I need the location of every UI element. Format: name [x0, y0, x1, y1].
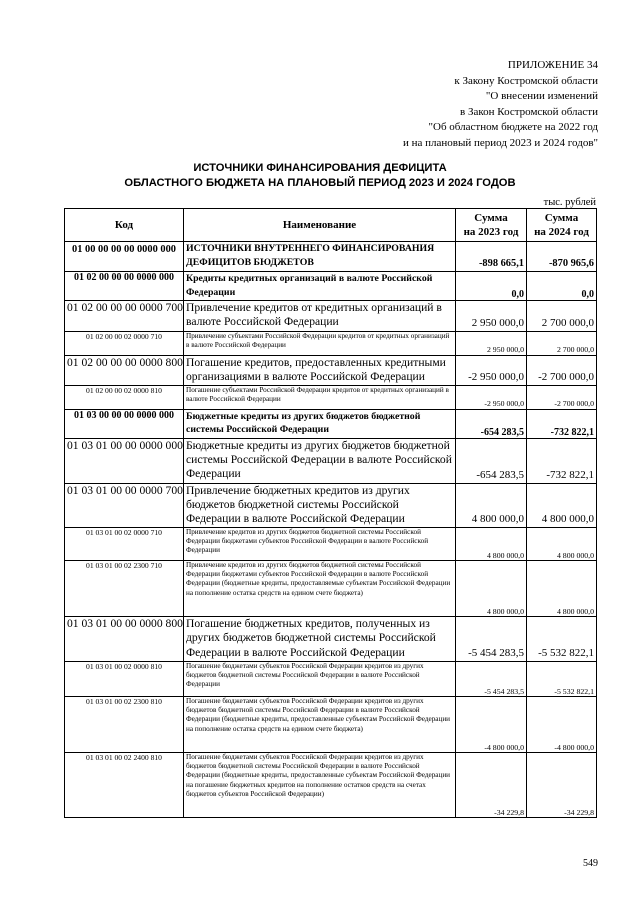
- table-row: [65, 272, 597, 301]
- row-value-2023: 4 800 000,0: [456, 527, 527, 560]
- row-value-2023: -5 454 283,5: [456, 661, 527, 696]
- header-sum-label: Сумма: [474, 212, 508, 224]
- row-value-2023: -4 800 000,0: [456, 696, 527, 752]
- row-value-2024: -732 822,1: [527, 438, 597, 483]
- row-code: 01 03 01 00 00 0000 700: [65, 483, 184, 527]
- row-value-2023: -2 950 000,0: [456, 385, 527, 409]
- table-row: [65, 355, 597, 385]
- row-name: ИСТОЧНИКИ ВНУТРЕННЕГО ФИНАНСИРОВАНИЯ ДЕФИЦИТОВ БЮДЖЕТОВ: [184, 242, 456, 272]
- row-name: Привлечение кредитов от кредитных организаций в валюте Российской Федерации: [184, 300, 456, 331]
- table-row: [65, 438, 597, 483]
- row-value-2024: -5 532 822,1: [527, 616, 597, 661]
- row-name: Погашение бюджетами субъектов Российской Федерации кредитов из других бюджетов бюджетной системы Российской Федерации в валюте Российской Федерации (бюджетные кредиты, предоставленные субъектам Российской Федерации на погашение бюджетных кредитов на пополнение остатков средств на счетах бюджетов субъектов Российской Федерации): [184, 752, 456, 817]
- row-value-2024: -34 229,8: [527, 752, 597, 817]
- row-value-2024: -5 532 822,1: [527, 661, 597, 696]
- row-value-2024: 4 800 000,0: [527, 527, 597, 560]
- annex-line: "О внесении изменений: [485, 90, 598, 103]
- row-value-2023: -2 950 000,0: [456, 355, 527, 385]
- table-row: [65, 696, 597, 752]
- row-name: Погашение бюджетных кредитов, полученных из других бюджетов бюджетной системы Российской Федерации в валюте Российской Федерации: [184, 616, 456, 661]
- header-code: Код: [65, 209, 184, 242]
- row-code: 01 03 00 00 00 0000 000: [65, 409, 184, 438]
- annex-line: в Закон Костромской области: [460, 105, 598, 118]
- row-name: Погашение кредитов, предоставленных кредитными организациями в валюте Российской Федерации: [184, 355, 456, 385]
- header-year-label: на 2024 год: [534, 226, 589, 238]
- row-code: 01 03 01 00 00 0000 800: [65, 616, 184, 661]
- annex-line: и на плановый период 2023 и 2024 годов": [402, 136, 598, 149]
- table-header-row: [65, 209, 597, 242]
- header-sum-label: Сумма: [544, 212, 579, 224]
- row-code: 01 02 00 00 02 0000 810: [65, 385, 184, 409]
- annex-line: к Закону Костромской области: [454, 74, 598, 87]
- row-value-2023: -898 665,1: [456, 242, 527, 272]
- table-row: [65, 616, 597, 661]
- table-row: [65, 385, 597, 409]
- row-value-2024: -732 822,1: [527, 409, 597, 438]
- table-row: [65, 752, 597, 817]
- row-value-2023: 4 800 000,0: [456, 560, 527, 616]
- table-row: [65, 242, 597, 272]
- row-name: Бюджетные кредиты из других бюджетов бюджетной системы Российской Федерации в валюте Российской Федерации: [184, 438, 456, 483]
- table-row: [65, 560, 597, 616]
- table-row: [65, 300, 597, 331]
- annex-line: "Об областном бюджете на 2022 год: [428, 121, 598, 134]
- annex-line: ПРИЛОЖЕНИЕ 34: [507, 59, 598, 71]
- row-code: 01 03 01 00 02 0000 710: [65, 527, 184, 560]
- row-value-2024: -2 700 000,0: [527, 385, 597, 409]
- row-name: Кредиты кредитных организаций в валюте Российской Федерации: [184, 272, 456, 301]
- row-value-2024: 0,0: [527, 272, 597, 301]
- row-value-2024: -870 965,6: [527, 242, 597, 272]
- units-label: тыс. рублей: [543, 197, 596, 208]
- row-name: Погашение субъектами Российской Федерации кредитов от кредитных организаций в валюте Российской Федерации: [184, 385, 456, 409]
- table-row: [65, 331, 597, 355]
- title-line: ОБЛАСТНОГО БЮДЖЕТА НА ПЛАНОВЫЙ ПЕРИОД 2023 И 2024 ГОДОВ: [124, 177, 516, 189]
- row-name: Погашение бюджетами субъектов Российской Федерации кредитов из других бюджетов бюджетной системы Российской Федерации в валюте Российской Федерации (бюджетные кредиты, предоставленные субъектам Российской Федерации на пополнение остатка средств на едином счете бюджета): [184, 696, 456, 752]
- row-name: Погашение бюджетами субъектов Российской Федерации кредитов из других бюджетов бюджетной системы Российской Федерации в валюте Российской Федерации: [184, 661, 456, 696]
- row-code: 01 03 01 00 00 0000 000: [65, 438, 184, 483]
- row-value-2024: -2 700 000,0: [527, 355, 597, 385]
- document-title: [0, 161, 640, 191]
- row-name: Привлечение бюджетных кредитов из других бюджетов бюджетной системы Российской Федерации в валюте Российской Федерации: [184, 483, 456, 527]
- row-code: 01 02 00 00 00 0000 800: [65, 355, 184, 385]
- row-code: 01 03 01 00 02 0000 810: [65, 661, 184, 696]
- row-value-2024: 4 800 000,0: [527, 560, 597, 616]
- row-value-2023: -34 229,8: [456, 752, 527, 817]
- row-value-2024: 2 700 000,0: [527, 300, 597, 331]
- financing-table: [64, 208, 597, 818]
- row-value-2024: 2 700 000,0: [527, 331, 597, 355]
- row-value-2023: 2 950 000,0: [456, 331, 527, 355]
- title-line: ИСТОЧНИКИ ФИНАНСИРОВАНИЯ ДЕФИЦИТА: [193, 162, 447, 174]
- row-value-2024: -4 800 000,0: [527, 696, 597, 752]
- row-name: Привлечение кредитов из других бюджетов бюджетной системы Российской Федерации бюджетами субъектов Российской Федерации в валюте Российской Федерации (бюджетные кредиты, предоставляемые субъектам Российской Федерации на пополнение остатка средств на едином счете бюджета): [184, 560, 456, 616]
- row-code: 01 02 00 00 00 0000 000: [65, 272, 184, 301]
- header-sum-2023: [456, 209, 527, 242]
- row-code: 01 00 00 00 00 0000 000: [65, 242, 184, 272]
- row-name: Привлечение кредитов из других бюджетов бюджетной системы Российской Федерации бюджетами субъектов Российской Федерации в валюте Российской Федерации: [184, 527, 456, 560]
- annex-header: [278, 58, 598, 152]
- header-name: Наименование: [184, 209, 456, 242]
- table-row: [65, 661, 597, 696]
- page-number: 549: [583, 858, 598, 869]
- row-name: Бюджетные кредиты из других бюджетов бюджетной системы Российской Федерации: [184, 409, 456, 438]
- header-year-label: на 2023 год: [463, 226, 519, 238]
- table-row: [65, 483, 597, 527]
- row-code: 01 03 01 00 02 2300 710: [65, 560, 184, 616]
- row-code: 01 02 00 00 02 0000 710: [65, 331, 184, 355]
- row-name: Привлечение субъектами Российской Федерации кредитов от кредитных организаций в валюте Российской Федерации: [184, 331, 456, 355]
- header-sum-2024: [527, 209, 597, 242]
- row-value-2023: 0,0: [456, 272, 527, 301]
- row-value-2023: -654 283,5: [456, 409, 527, 438]
- row-value-2024: 4 800 000,0: [527, 483, 597, 527]
- table-row: [65, 527, 597, 560]
- row-value-2023: -5 454 283,5: [456, 616, 527, 661]
- row-code: 01 03 01 00 02 2400 810: [65, 752, 184, 817]
- row-code: 01 03 01 00 02 2300 810: [65, 696, 184, 752]
- row-value-2023: -654 283,5: [456, 438, 527, 483]
- row-value-2023: 2 950 000,0: [456, 300, 527, 331]
- row-code: 01 02 00 00 00 0000 700: [65, 300, 184, 331]
- table-row: [65, 409, 597, 438]
- row-value-2023: 4 800 000,0: [456, 483, 527, 527]
